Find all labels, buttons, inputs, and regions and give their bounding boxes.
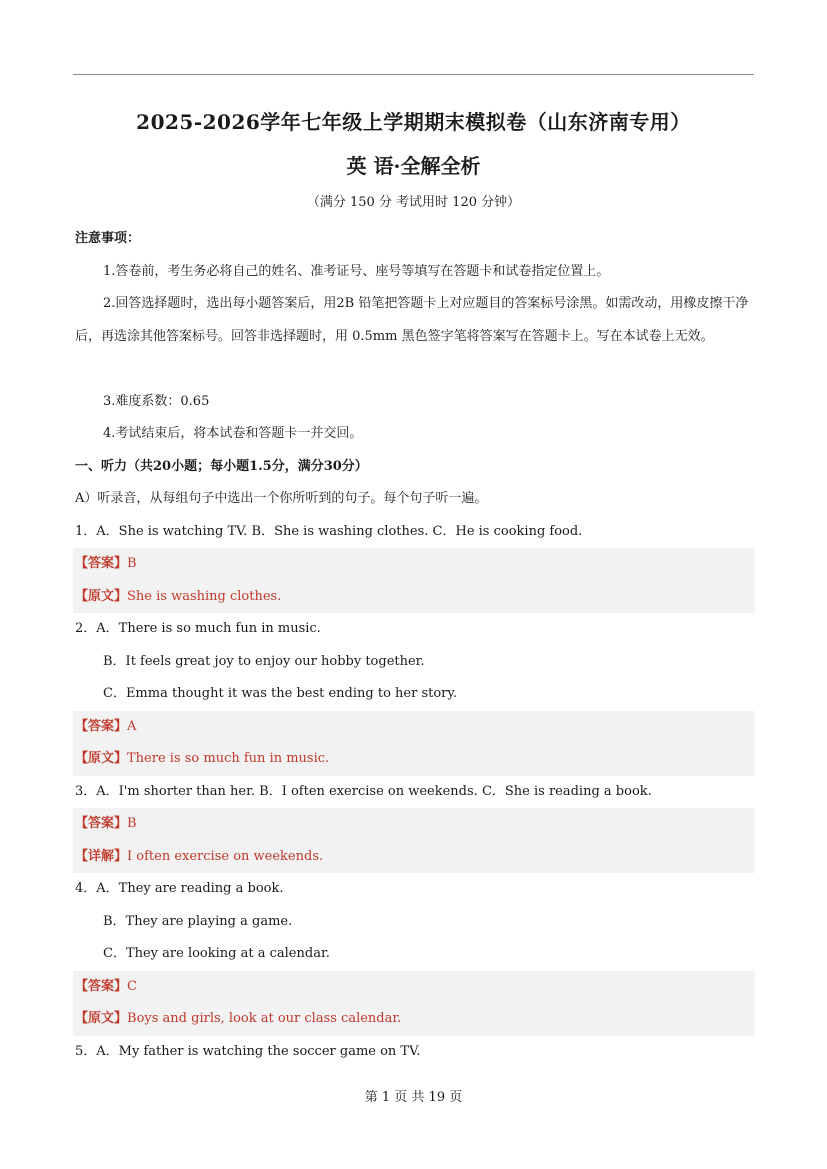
section-heading: 一、听力（共20小题；每小题1.5分，满分30分） [75,458,368,474]
answer-line [75,808,755,841]
note-item-2-text: 2.回答选择题时，选出每小题答案后，用2B 铅笔把答题卡上对应题目的答案标号涂黑。如需改动，用橡皮擦干净后，再选涂其他答案标号。回答非选择题时，用 0.5mm 黑色签字笔将答案写在答题卡上。写在本试卷上无效。 [75,296,749,344]
source-text: I often exercise on weekends. [127,848,324,864]
question-4-option-c: C．They are looking at a calendar. [103,946,330,961]
note-item-4: 4.考试结束后，将本试卷和答题卡一并交回。 [103,426,363,441]
answer-tag: 【答案】 [75,556,128,571]
question-2-option-b: B．It feels great joy to enjoy our hobby together. [103,653,425,669]
source-tag: 【原文】 [75,1011,128,1026]
header-rule [73,74,754,75]
note-item-2 [75,288,755,386]
notes-heading: 注意事项： [75,231,141,246]
answer-tag: 【答案】 [75,718,128,734]
answer-box-3 [73,808,755,873]
answer-line [75,548,755,581]
answer-tag: 【答案】 [75,978,128,994]
answer-value: B [127,556,137,571]
question-2-option-c: C．Emma thought it was the best ending to her story. [103,686,458,701]
note-item-1: 1.答卷前，考生务必将自己的姓名、准考证号、座号等填写在答题卡和试卷指定位置上。 [103,263,610,279]
answer-box-4 [73,971,755,1036]
source-text: There is so much fun in music. [127,751,330,766]
note-item-3: 3.难度系数：0.65 [103,393,210,409]
source-tag: 【原文】 [75,751,128,766]
source-line [75,841,755,874]
answer-line [75,711,755,744]
source-text: She is washing clothes. [127,588,282,604]
question-2: 2．A．There is so much fun in music. [75,621,321,636]
answer-tag: 【答案】 [75,816,128,831]
answer-line [75,971,755,1004]
section-instruction: A）听录音，从每组句子中选出一个你所听到的句子。每个句子听一遍。 [75,491,488,506]
page-content [75,223,755,1068]
answer-box-2 [73,711,755,776]
answer-value: B [127,816,137,831]
source-line [75,1003,755,1036]
question-5: 5．A．My father is watching the soccer game on TV. [75,1043,421,1059]
question-4: 4．A．They are reading a book. [75,881,284,896]
exam-subtitle: 英 语·全解全析 [346,154,481,178]
page-footer: 第 1 页 共 19 页 [364,1090,463,1105]
source-tag: 【原文】 [75,588,128,604]
question-1: 1．A．She is watching TV. B．She is washing clothes. C．He is cooking food. [75,523,583,539]
question-4-option-b: B．They are playing a game. [103,913,293,929]
source-line [75,743,755,776]
exam-title: 2025-2026学年七年级上学期期末模拟卷（山东济南专用） [136,110,691,134]
answer-value: C [127,978,137,994]
question-3: 3．A．I'm shorter than her. B．I often exercise on weekends. C．She is reading a book. [75,783,652,799]
source-line [75,581,755,614]
answer-box-1 [73,548,755,613]
source-text: Boys and girls, look at our class calendar. [127,1011,402,1026]
source-tag: 【详解】 [75,848,128,864]
exam-meta: （满分 150 分 考试用时 120 分钟） [306,195,521,210]
answer-value: A [127,718,137,734]
